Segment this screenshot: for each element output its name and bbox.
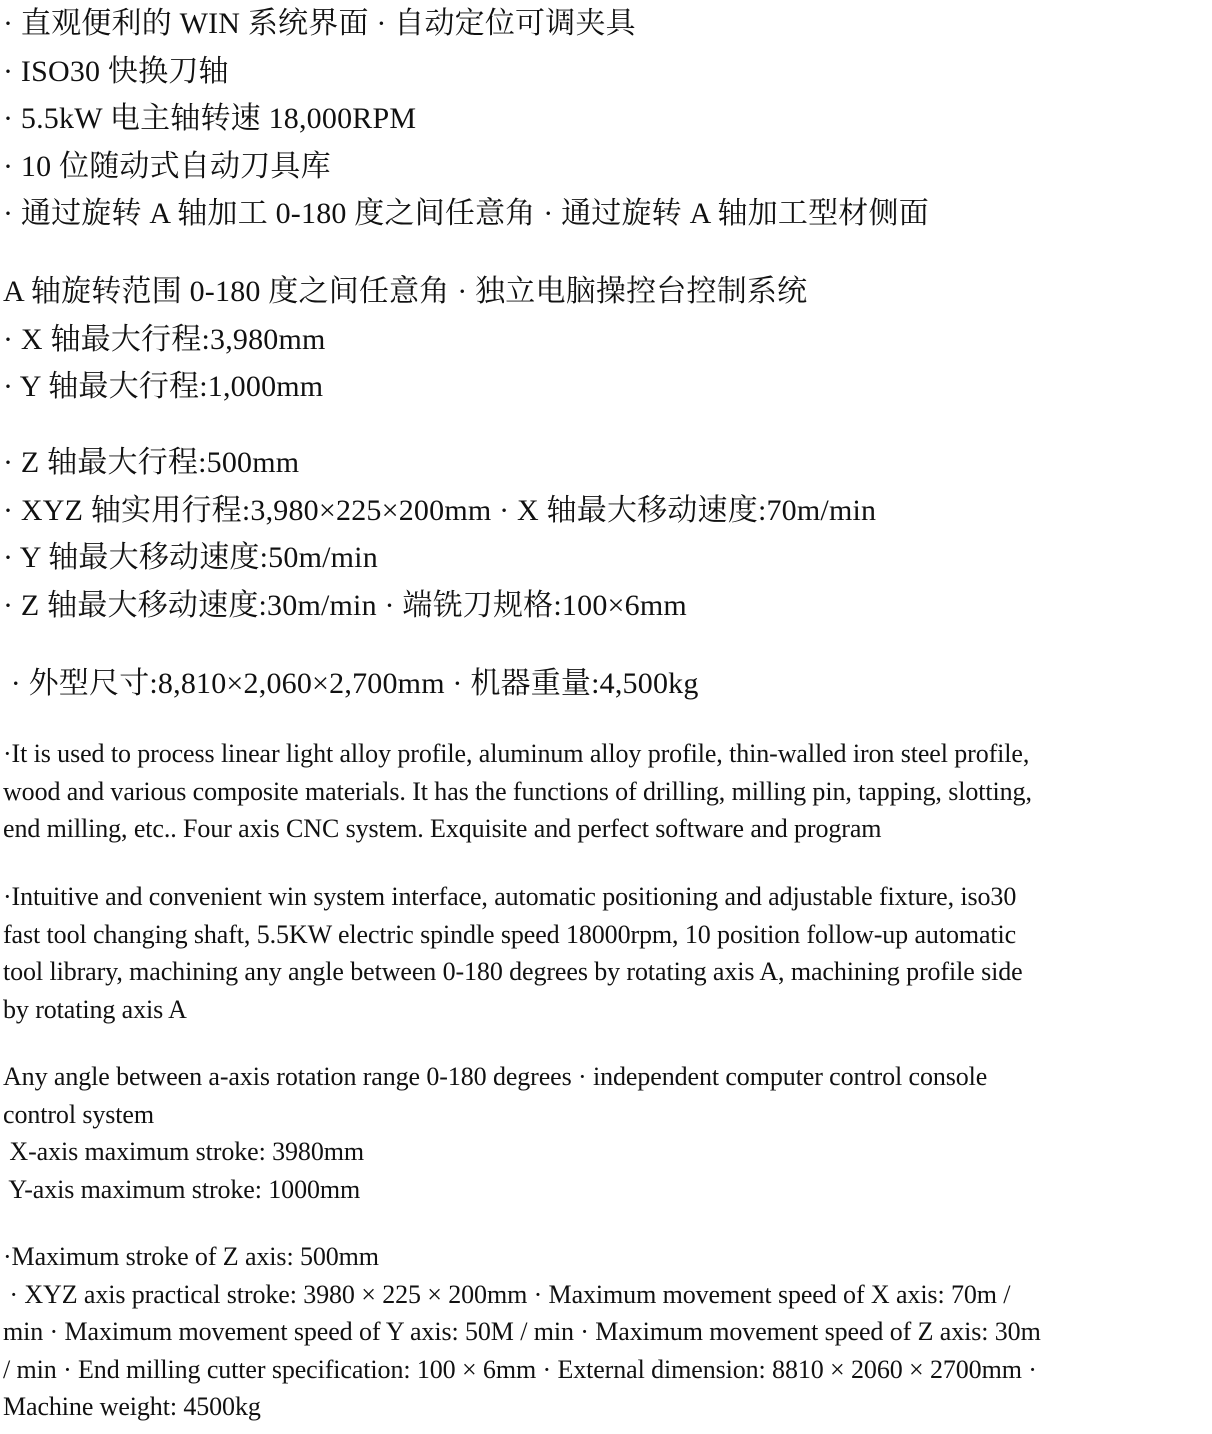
- en-line: end milling, etc.. Four axis CNC system. Exquisite and perfect software and program: [3, 814, 882, 843]
- en-line: ·Maximum stroke of Z axis: 500mm: [3, 1242, 379, 1271]
- en-line: wood and various composite materials. It has the functions of drilling, milling pin, tapping, slotting,: [3, 776, 1032, 806]
- en-line: tool library, machining any angle between 0-180 degrees by rotating axis A, machining profile side: [3, 957, 1023, 986]
- zh-paragraph-strokes-speeds: [3, 439, 1208, 629]
- zh-line: · Y 轴最大移动速度:50m/min: [3, 541, 378, 574]
- zh-line: · X 轴最大行程:3,980mm: [3, 322, 326, 356]
- en-line: ·It is used to process linear light alloy profile, aluminum alloy profile, thin-walled iron steel profile,: [3, 739, 1030, 768]
- zh-line: · Z 轴最大行程:500mm: [3, 446, 300, 479]
- zh-paragraph-features: [3, 0, 1208, 238]
- en-line: by rotating axis A: [3, 994, 187, 1024]
- en-line: / min · End milling cutter specification: 100 × 6mm · External dimension: 8810 × 2060 × 2700mm ·: [3, 1354, 1037, 1384]
- zh-line: · Y 轴最大行程:1,000mm: [3, 370, 324, 403]
- en-line: X-axis maximum stroke: 3980mm: [3, 1137, 364, 1166]
- en-paragraph-axis-range: [3, 1058, 1208, 1208]
- zh-paragraph-dimensions: [3, 660, 1208, 708]
- en-line: ·Intuitive and convenient win system interface, automatic positioning and adjustable fixture, iso30: [3, 882, 1017, 911]
- en-line: · XYZ axis practical stroke: 3980 × 225 × 200mm · Maximum movement speed of X axis: 70m /: [3, 1279, 1011, 1309]
- en-line: Any angle between a-axis rotation range 0-180 degrees · independent computer control console: [3, 1062, 988, 1091]
- zh-line: A 轴旋转范围 0-180 度之间任意角 · 独立电脑操控台控制系统: [3, 275, 808, 308]
- en-line: control system: [3, 1099, 154, 1129]
- zh-line: · 10 位随动式自动刀具库: [3, 149, 331, 183]
- zh-line: · 直观便利的 WIN 系统界面 · 自动定位可调夹具: [3, 7, 636, 40]
- zh-paragraph-axis-range: [3, 268, 1208, 411]
- zh-line: · 通过旋转 A 轴加工 0-180 度之间任意角 · 通过旋转 A 轴加工型材侧面: [3, 197, 929, 230]
- zh-line: · 5.5kW 电主轴转速 18,000RPM: [3, 102, 417, 135]
- zh-line: · XYZ 轴实用行程:3,980×225×200mm · X 轴最大移动速度:70m/min: [3, 493, 877, 527]
- zh-line: · ISO30 快换刀轴: [3, 54, 229, 88]
- zh-line: · 外型尺寸:8,810×2,060×2,700mm · 机器重量:4,500kg: [3, 667, 699, 700]
- zh-line: · Z 轴最大移动速度:30m/min · 端铣刀规格:100×6mm: [3, 588, 687, 622]
- en-line: Machine weight: 4500kg: [3, 1392, 261, 1421]
- en-line: min · Maximum movement speed of Y axis: 50M / min · Maximum movement speed of Z axis: 30m: [3, 1317, 1041, 1346]
- en-line: fast tool changing shaft, 5.5KW electric spindle speed 18000rpm, 10 position follow-up automatic: [3, 919, 1017, 949]
- en-paragraph-usage: [3, 735, 1208, 848]
- en-paragraph-specifications: [3, 1238, 1208, 1426]
- en-line: Y-axis maximum stroke: 1000mm: [3, 1174, 361, 1204]
- en-paragraph-features: [3, 878, 1208, 1028]
